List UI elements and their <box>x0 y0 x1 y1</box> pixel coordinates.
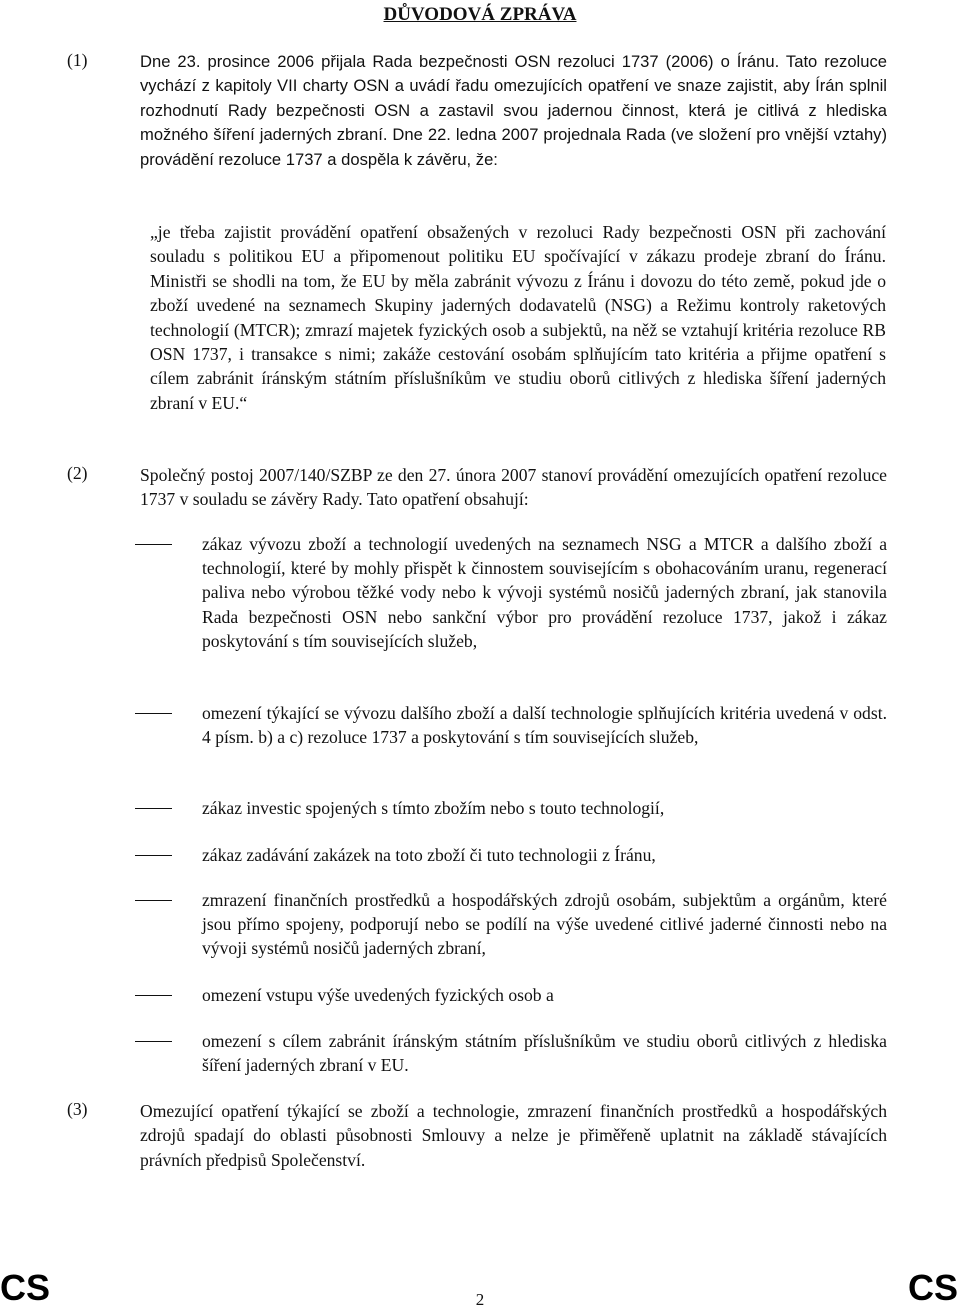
paragraph-text: Dne 23. prosince 2006 přijala Rada bezpečnosti OSN rezoluci 1737 (2006) o Íránu. Tato rezoluce vychází z kapitoly VII charty OSN a uvádí řadu omezujících opatření ve snaze zajistit, aby Írán splnil rozhodnutí Rady bezpečnosti OSN a zastavil svou jadernou činnost, která je citlivá z hlediska možného šíření jaderných zbraní. Dne 22. ledna 2007 projednala Rada (ve složení pro vnější vztahy) provádění rezoluce 1737 a dospěla k závěru, že: <box>140 52 887 169</box>
dash-bullet-icon <box>135 900 172 901</box>
dash-bullet-icon <box>135 1041 172 1042</box>
list-item: omezení vstupu výše uvedených fyzických osob a <box>135 983 887 1007</box>
paragraph-1 <box>67 50 887 172</box>
page-number: 2 <box>475 1290 485 1309</box>
dash-bullet-icon <box>135 855 172 856</box>
paragraph-number: (2) <box>67 463 88 483</box>
council-conclusions-quote: „je třeba zajistit provádění opatření obsažených v rezoluci Rady bezpečnosti OSN při zachování souladu s politikou EU a připomenout politiku EU spočívající v zákazu prodeje zbraní do Íránu. Ministři se shodli na tom, že EU by měla zabránit vývozu z Íránu i dovozu do této země, pokud jde o zboží uvedené na seznamech Skupiny jaderných dodavatelů (NSG) a Režimu kontroly raketových technologií (MTCR); zmrazí majetek fyzických osob a subjektů, na něž se vztahují kritéria rezoluce RB OSN 1737, i transakce s nimi; zakáže cestování osobám splňujícím tato kritéria a přijme opatření s cílem zabránit íránským státním příslušníkům ve studiu oborů citlivých z hlediska šíření jaderných zbraní v EU.“ <box>150 222 886 413</box>
list-item: omezení s cílem zabránit íránským státním příslušníkům ve studiu oborů citlivých z hlediska šíření jaderných zbraní v EU. <box>135 1029 887 1077</box>
paragraph-3 <box>67 1099 887 1172</box>
paragraph-text: Společný postoj 2007/140/SZBP ze den 27. února 2007 stanoví provádění omezujících opatření rezoluce 1737 v souladu se závěry Rady. Tato opatření obsahují: <box>140 465 887 510</box>
paragraph-2 <box>67 463 887 512</box>
language-code-left: CS <box>0 1267 51 1308</box>
list-item: zákaz zadávání zakázek na toto zboží či tuto technologii z Íránu, <box>135 843 887 867</box>
paragraph-number: (1) <box>67 50 88 70</box>
document-title: DŮVODOVÁ ZPRÁVA <box>383 4 577 25</box>
dash-bullet-icon <box>135 808 172 809</box>
paragraph-text: Omezující opatření týkající se zboží a technologie, zmrazení finančních prostředků a hospodářských zdrojů spadají do oblasti působnosti Smlouvy a nelze je přiměřeně uplatnit na základě stávajících právních předpisů Společenství. <box>140 1101 887 1170</box>
list-item: zákaz vývozu zboží a technologií uvedených na seznamech NSG a MTCR a dalšího zboží a technologií, které by mohly přispět k činnostem souvisejícím s obohacováním uranu, regenerací paliva nebo výrobou těžké vody nebo k vývoji systémů nosičů jaderných zbraní, jak stanovila Rada bezpečnosti OSN nebo sankční výbor pro provádění rezoluce 1737, jakož i zákaz poskytování s tím souvisejících služeb, <box>135 532 887 653</box>
list-item: omezení týkající se vývozu dalšího zboží a další technologie splňujících kritéria uvedená v odst. 4 písm. b) a c) rezoluce 1737 a poskytování s tím souvisejících služeb, <box>135 701 887 749</box>
dash-bullet-icon <box>135 995 172 996</box>
language-code-right: CS <box>907 1267 958 1308</box>
paragraph-number: (3) <box>67 1099 88 1119</box>
dash-bullet-icon <box>135 713 172 714</box>
list-item: zmrazení finančních prostředků a hospodářských zdrojů osobám, subjektům a orgánům, které jsou přímo spojeny, podporují nebo se podílí na výše uvedené citlivé jaderné činnosti nebo na vývoji systémů nosičů jaderných zbraní, <box>135 888 887 961</box>
list-item: zákaz investic spojených s tímto zbožím nebo s touto technologií, <box>135 796 887 820</box>
dash-bullet-icon <box>135 544 172 545</box>
